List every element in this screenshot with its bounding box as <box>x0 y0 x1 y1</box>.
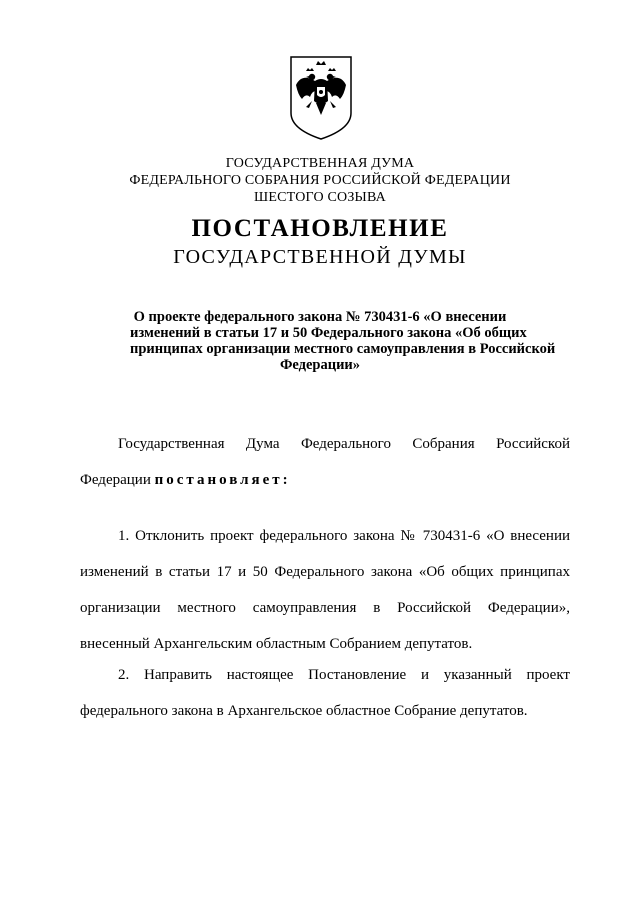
point-1-line: внесенный Архангельским областным Собранием депутатов. <box>80 636 473 652</box>
point-1 <box>80 526 570 654</box>
state-emblem-icon <box>288 55 354 141</box>
point-1-line: изменений в статьи 17 и 50 Федерального закона «Об общих принципах <box>80 564 570 580</box>
point-2-line: 2. Направить настоящее Постановление и указанный проект <box>118 667 570 683</box>
subject-line: Федерации» <box>279 357 361 373</box>
point-2-line: федерального закона в Архангельское областное Собрание депутатов. <box>80 703 528 719</box>
document-subtitle: ГОСУДАРСТВЕННОЙ ДУМЫ <box>173 246 467 268</box>
preamble-start: Федерации <box>80 472 151 488</box>
document-header <box>0 155 640 206</box>
document-title: ПОСТАНОВЛЕНИЕ <box>191 215 449 242</box>
preamble-line: Государственная Дума Федерального Собрания Российской <box>118 436 570 452</box>
decree-verb: постановляет: <box>154 472 291 488</box>
subject-line: принципах организации местного самоуправления в Российской <box>130 341 556 357</box>
preamble-line <box>80 470 570 490</box>
point-1-line: организации местного самоуправления в Российской Федерации», <box>80 600 570 616</box>
header-line-assembly: ФЕДЕРАЛЬНОГО СОБРАНИЯ РОССИЙСКОЙ ФЕДЕРАЦИИ <box>129 173 511 188</box>
point-2 <box>80 665 570 721</box>
resolution-subject <box>130 309 556 373</box>
subject-line: О проекте федерального закона № 730431-6 «О внесении <box>133 309 507 325</box>
header-line-duma: ГОСУДАРСТВЕННАЯ ДУМА <box>225 156 415 171</box>
preamble <box>80 434 570 490</box>
point-1-line: 1. Отклонить проект федерального закона № 730431-6 «О внесении <box>118 528 570 544</box>
header-line-convocation: ШЕСТОГО СОЗЫВА <box>254 190 386 205</box>
subject-line: изменений в статьи 17 и 50 Федерального закона «Об общих <box>130 325 527 341</box>
